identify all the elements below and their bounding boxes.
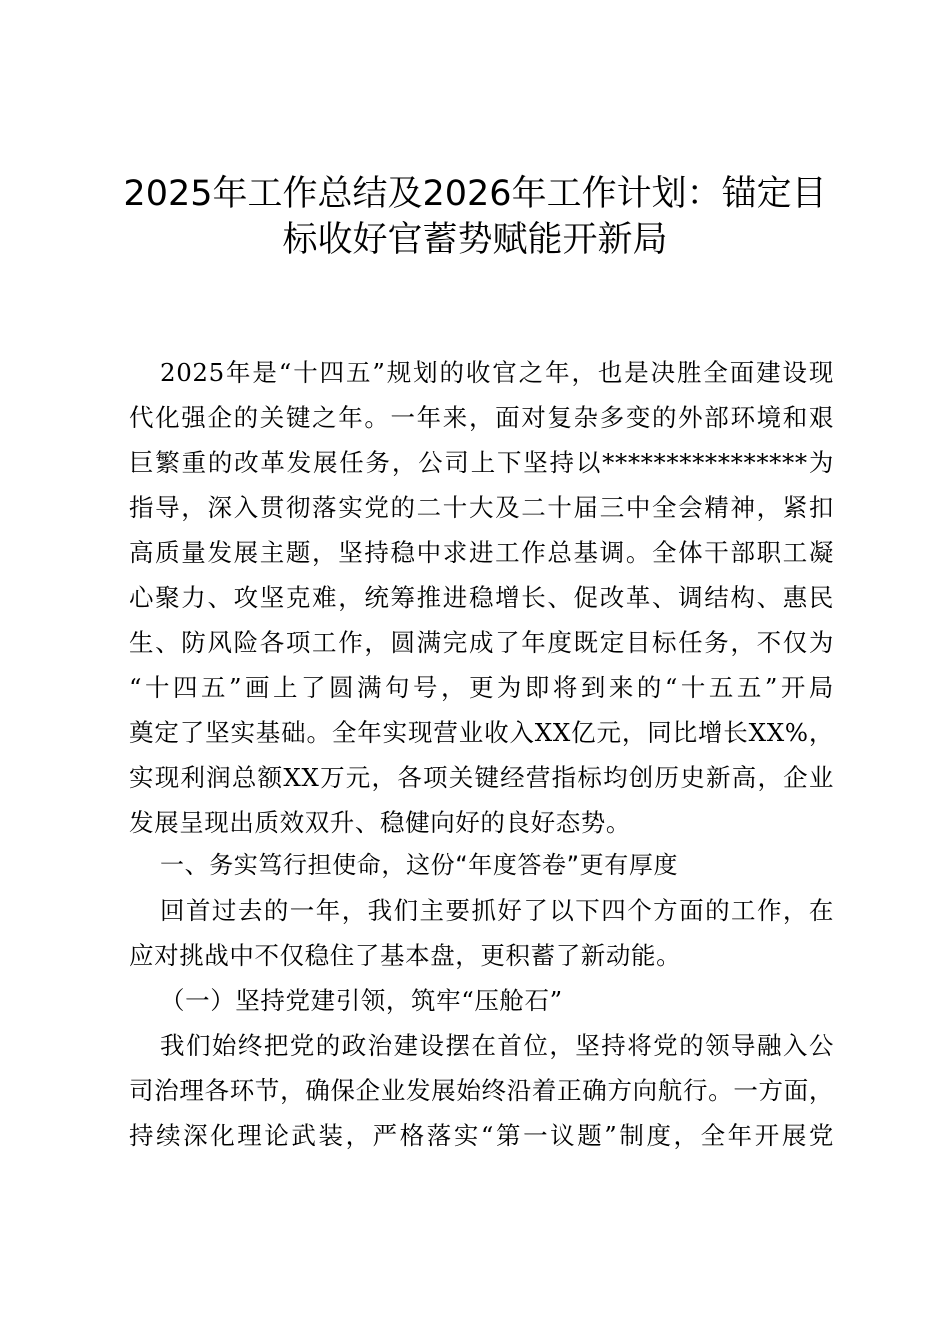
document-body bbox=[129, 350, 834, 1158]
paragraph-line: 回首过去的一年，我们主要抓好了以下四个方面的工作，在 bbox=[160, 896, 834, 925]
paragraph-line: 心聚力、攻坚克难，统筹推进稳增长、促改革、调结构、惠民 bbox=[129, 583, 834, 612]
paragraph-line: 司治理各环节，确保企业发展始终沿着正确方向航行。一方面， bbox=[129, 1076, 834, 1105]
paragraph-line: 巨繁重的改革发展任务，公司上下坚持以****************为 bbox=[129, 448, 834, 477]
section-heading-text: 一、务实笃行担使命，这份“年度答卷”更有厚度 bbox=[160, 851, 679, 879]
document-title bbox=[100, 171, 850, 263]
paragraph-line: 我们始终把党的政治建设摆在首位，坚持将党的领导融入公 bbox=[160, 1031, 834, 1060]
paragraph-line: 代化强企的关键之年。一年来，面对复杂多变的外部环境和艰 bbox=[129, 403, 834, 432]
subsection-heading-1 bbox=[129, 978, 834, 1023]
title-line-1: 2025年工作总结及2026年工作计划：锚定目 bbox=[123, 174, 827, 214]
review-paragraph bbox=[129, 888, 834, 978]
paragraph-line: 应对挑战中不仅稳住了基本盘，更积蓄了新动能。 bbox=[129, 941, 682, 970]
party-building-paragraph bbox=[129, 1023, 834, 1158]
paragraph-line: 指导，深入贯彻落实党的二十大及二十届三中全会精神，紧扣 bbox=[129, 493, 834, 522]
paragraph-line: 实现利润总额XX万元，各项关键经营指标均创历史新高，企业 bbox=[129, 763, 834, 792]
intro-paragraph bbox=[129, 350, 834, 845]
paragraph-line: 生、防风险各项工作，圆满完成了年度既定目标任务，不仅为 bbox=[129, 628, 834, 657]
paragraph-line: 奠定了坚实基础。全年实现营业收入XX亿元，同比增长XX%， bbox=[129, 718, 834, 747]
paragraph-line: 持续深化理论武装，严格落实“第一议题”制度，全年开展党 bbox=[129, 1121, 834, 1150]
paragraph-line: 2025年是“十四五”规划的收官之年，也是决胜全面建设现 bbox=[160, 358, 834, 387]
paragraph-line: 发展呈现出质效双升、稳健向好的良好态势。 bbox=[129, 808, 631, 837]
title-line-2: 标收好官蓄势赋能开新局 bbox=[282, 220, 668, 260]
subsection-heading-text: （一）坚持党建引领，筑牢“压舱石” bbox=[160, 986, 563, 1015]
paragraph-line: 高质量发展主题，坚持稳中求进工作总基调。全体干部职工凝 bbox=[129, 538, 834, 567]
section-heading-1 bbox=[129, 845, 834, 888]
paragraph-line: “十四五”画上了圆满句号，更为即将到来的“十五五”开局 bbox=[129, 673, 834, 702]
